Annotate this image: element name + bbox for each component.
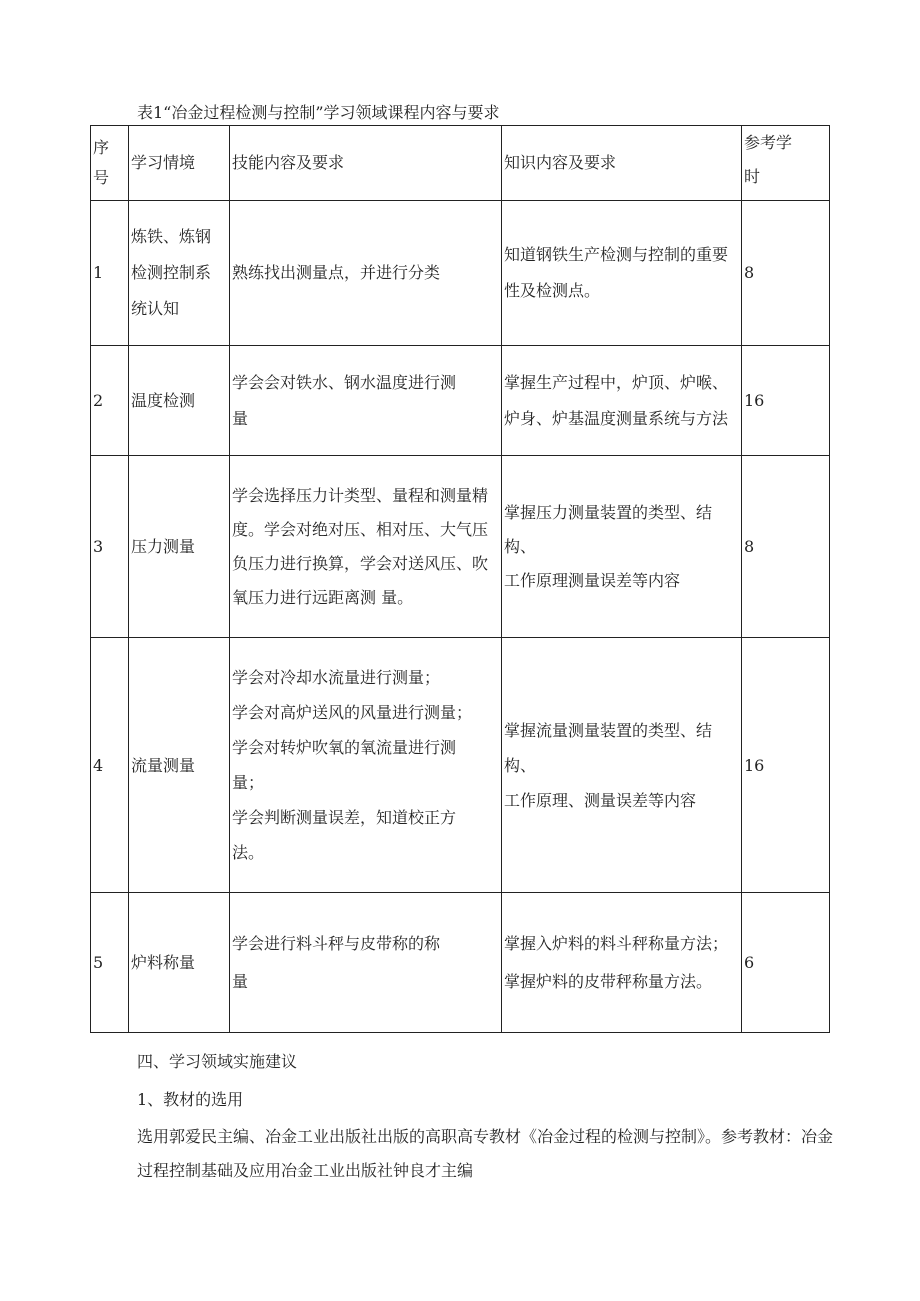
cell-situation xyxy=(129,456,230,638)
cell-skills-line: 法。 xyxy=(232,843,265,862)
cell-skills-line: 熟练找出测量点，并进行分类 xyxy=(232,263,441,282)
cell-skills-line: 量 xyxy=(232,408,249,428)
cell-skills-line: 学会对高炉送风的风量进行测量； xyxy=(232,703,473,722)
cell-knowledge xyxy=(502,456,742,638)
cell-situation-line: 统认知 xyxy=(131,299,180,318)
cell-situation-line: 压力测量 xyxy=(131,536,196,556)
cell-knowledge-line: 掌握炉料的皮带秤称量方法。 xyxy=(504,971,713,991)
cell-skills-line: 负压力进行换算，学会对送风压、吹 xyxy=(232,553,489,573)
header-hours-line: 时 xyxy=(744,167,761,186)
table-caption: 表1“冶金过程检测与控制”学习领域课程内容与要求 xyxy=(137,103,500,122)
cell-knowledge-line: 掌握生产过程中，炉顶、炉喉、 xyxy=(504,372,729,392)
cell-situation-line: 炼铁、炼钢 xyxy=(131,227,212,246)
table-row xyxy=(91,201,830,346)
cell-skills-line: 量； xyxy=(232,773,265,792)
cell-knowledge-line: 工作原理测量误差等内容 xyxy=(504,570,681,590)
cell-no: 4 xyxy=(91,638,129,893)
cell-skills xyxy=(230,346,502,456)
table-row xyxy=(91,346,830,456)
header-knowledge: 知识内容及要求 xyxy=(502,126,742,201)
cell-no: 2 xyxy=(91,346,129,456)
cell-hours: 8 xyxy=(742,456,830,638)
header-no xyxy=(91,126,129,201)
header-skills: 技能内容及要求 xyxy=(230,126,502,201)
header-row xyxy=(91,126,830,201)
header-no-line: 序 xyxy=(93,138,110,157)
cell-knowledge-line: 工作原理、测量误差等内容 xyxy=(504,790,697,810)
cell-situation-line: 温度检测 xyxy=(131,390,196,410)
cell-knowledge xyxy=(502,346,742,456)
cell-situation-line: 检测控制系 xyxy=(131,263,212,282)
cell-knowledge xyxy=(502,638,742,893)
cell-skills xyxy=(230,456,502,638)
cell-knowledge-line: 掌握流量测量装置的类型、结构、 xyxy=(504,720,713,775)
cell-knowledge-line: 炉身、炉基温度测量系统与方法 xyxy=(504,408,729,428)
cell-skills-line: 学会对冷却水流量进行测量； xyxy=(232,668,441,687)
cell-hours: 6 xyxy=(742,893,830,1033)
cell-knowledge xyxy=(502,893,742,1033)
header-no-line: 号 xyxy=(93,168,110,187)
cell-knowledge xyxy=(502,201,742,346)
cell-no: 5 xyxy=(91,893,129,1033)
cell-hours: 16 xyxy=(742,346,830,456)
table-row xyxy=(91,638,830,893)
cell-situation-line: 流量测量 xyxy=(131,755,196,775)
cell-skills xyxy=(230,893,502,1033)
cell-situation xyxy=(129,201,230,346)
cell-skills xyxy=(230,638,502,893)
cell-skills-line: 学会判断测量误差，知道校正方 xyxy=(232,808,457,827)
subsection-heading: 1、教材的选用 xyxy=(137,1090,244,1109)
section-heading: 四、学习领域实施建议 xyxy=(137,1052,298,1071)
cell-situation xyxy=(129,893,230,1033)
textbook-paragraph: 选用郭爱民主编、冶金工业出版社出版的高职高专教材《冶金过程的检测与控制》。参考教材：冶金过程控制基础及应用冶金工业出版社钟良才主编 xyxy=(137,1127,834,1180)
cell-knowledge-line: 掌握入炉料的料斗秤称量方法； xyxy=(504,933,729,953)
cell-no: 3 xyxy=(91,456,129,638)
cell-skills-line: 学会选择压力计类型、量程和测量精 xyxy=(232,485,489,505)
cell-hours: 8 xyxy=(742,201,830,346)
cell-skills-line: 学会会对铁水、钢水温度进行测 xyxy=(232,372,457,392)
cell-no: 1 xyxy=(91,201,129,346)
cell-situation xyxy=(129,638,230,893)
table-row xyxy=(91,893,830,1033)
cell-situation xyxy=(129,346,230,456)
header-hours-line: 参考学 xyxy=(744,133,793,152)
header-situation: 学习情境 xyxy=(129,126,230,201)
cell-skills-line: 氧压力进行远距离测 量。 xyxy=(232,587,414,607)
header-hours xyxy=(742,126,830,201)
cell-skills-line: 学会进行料斗秤与皮带称的称 xyxy=(232,933,441,953)
cell-knowledge-line: 知道钢铁生产检测与控制的重要 xyxy=(504,245,729,264)
course-content-table xyxy=(90,125,830,1033)
cell-skills-line: 学会对转炉吹氧的氧流量进行测 xyxy=(232,738,457,757)
cell-knowledge-line: 性及检测点。 xyxy=(504,281,601,300)
cell-skills-line: 量 xyxy=(232,971,249,991)
cell-situation-line: 炉料称量 xyxy=(131,952,196,972)
cell-skills-line: 度。学会对绝对压、相对压、大气压 xyxy=(232,519,489,539)
table-body xyxy=(91,126,830,1033)
cell-knowledge-line: 掌握压力测量装置的类型、结构、 xyxy=(504,502,713,556)
cell-skills xyxy=(230,201,502,346)
cell-hours: 16 xyxy=(742,638,830,893)
table-row xyxy=(91,456,830,638)
